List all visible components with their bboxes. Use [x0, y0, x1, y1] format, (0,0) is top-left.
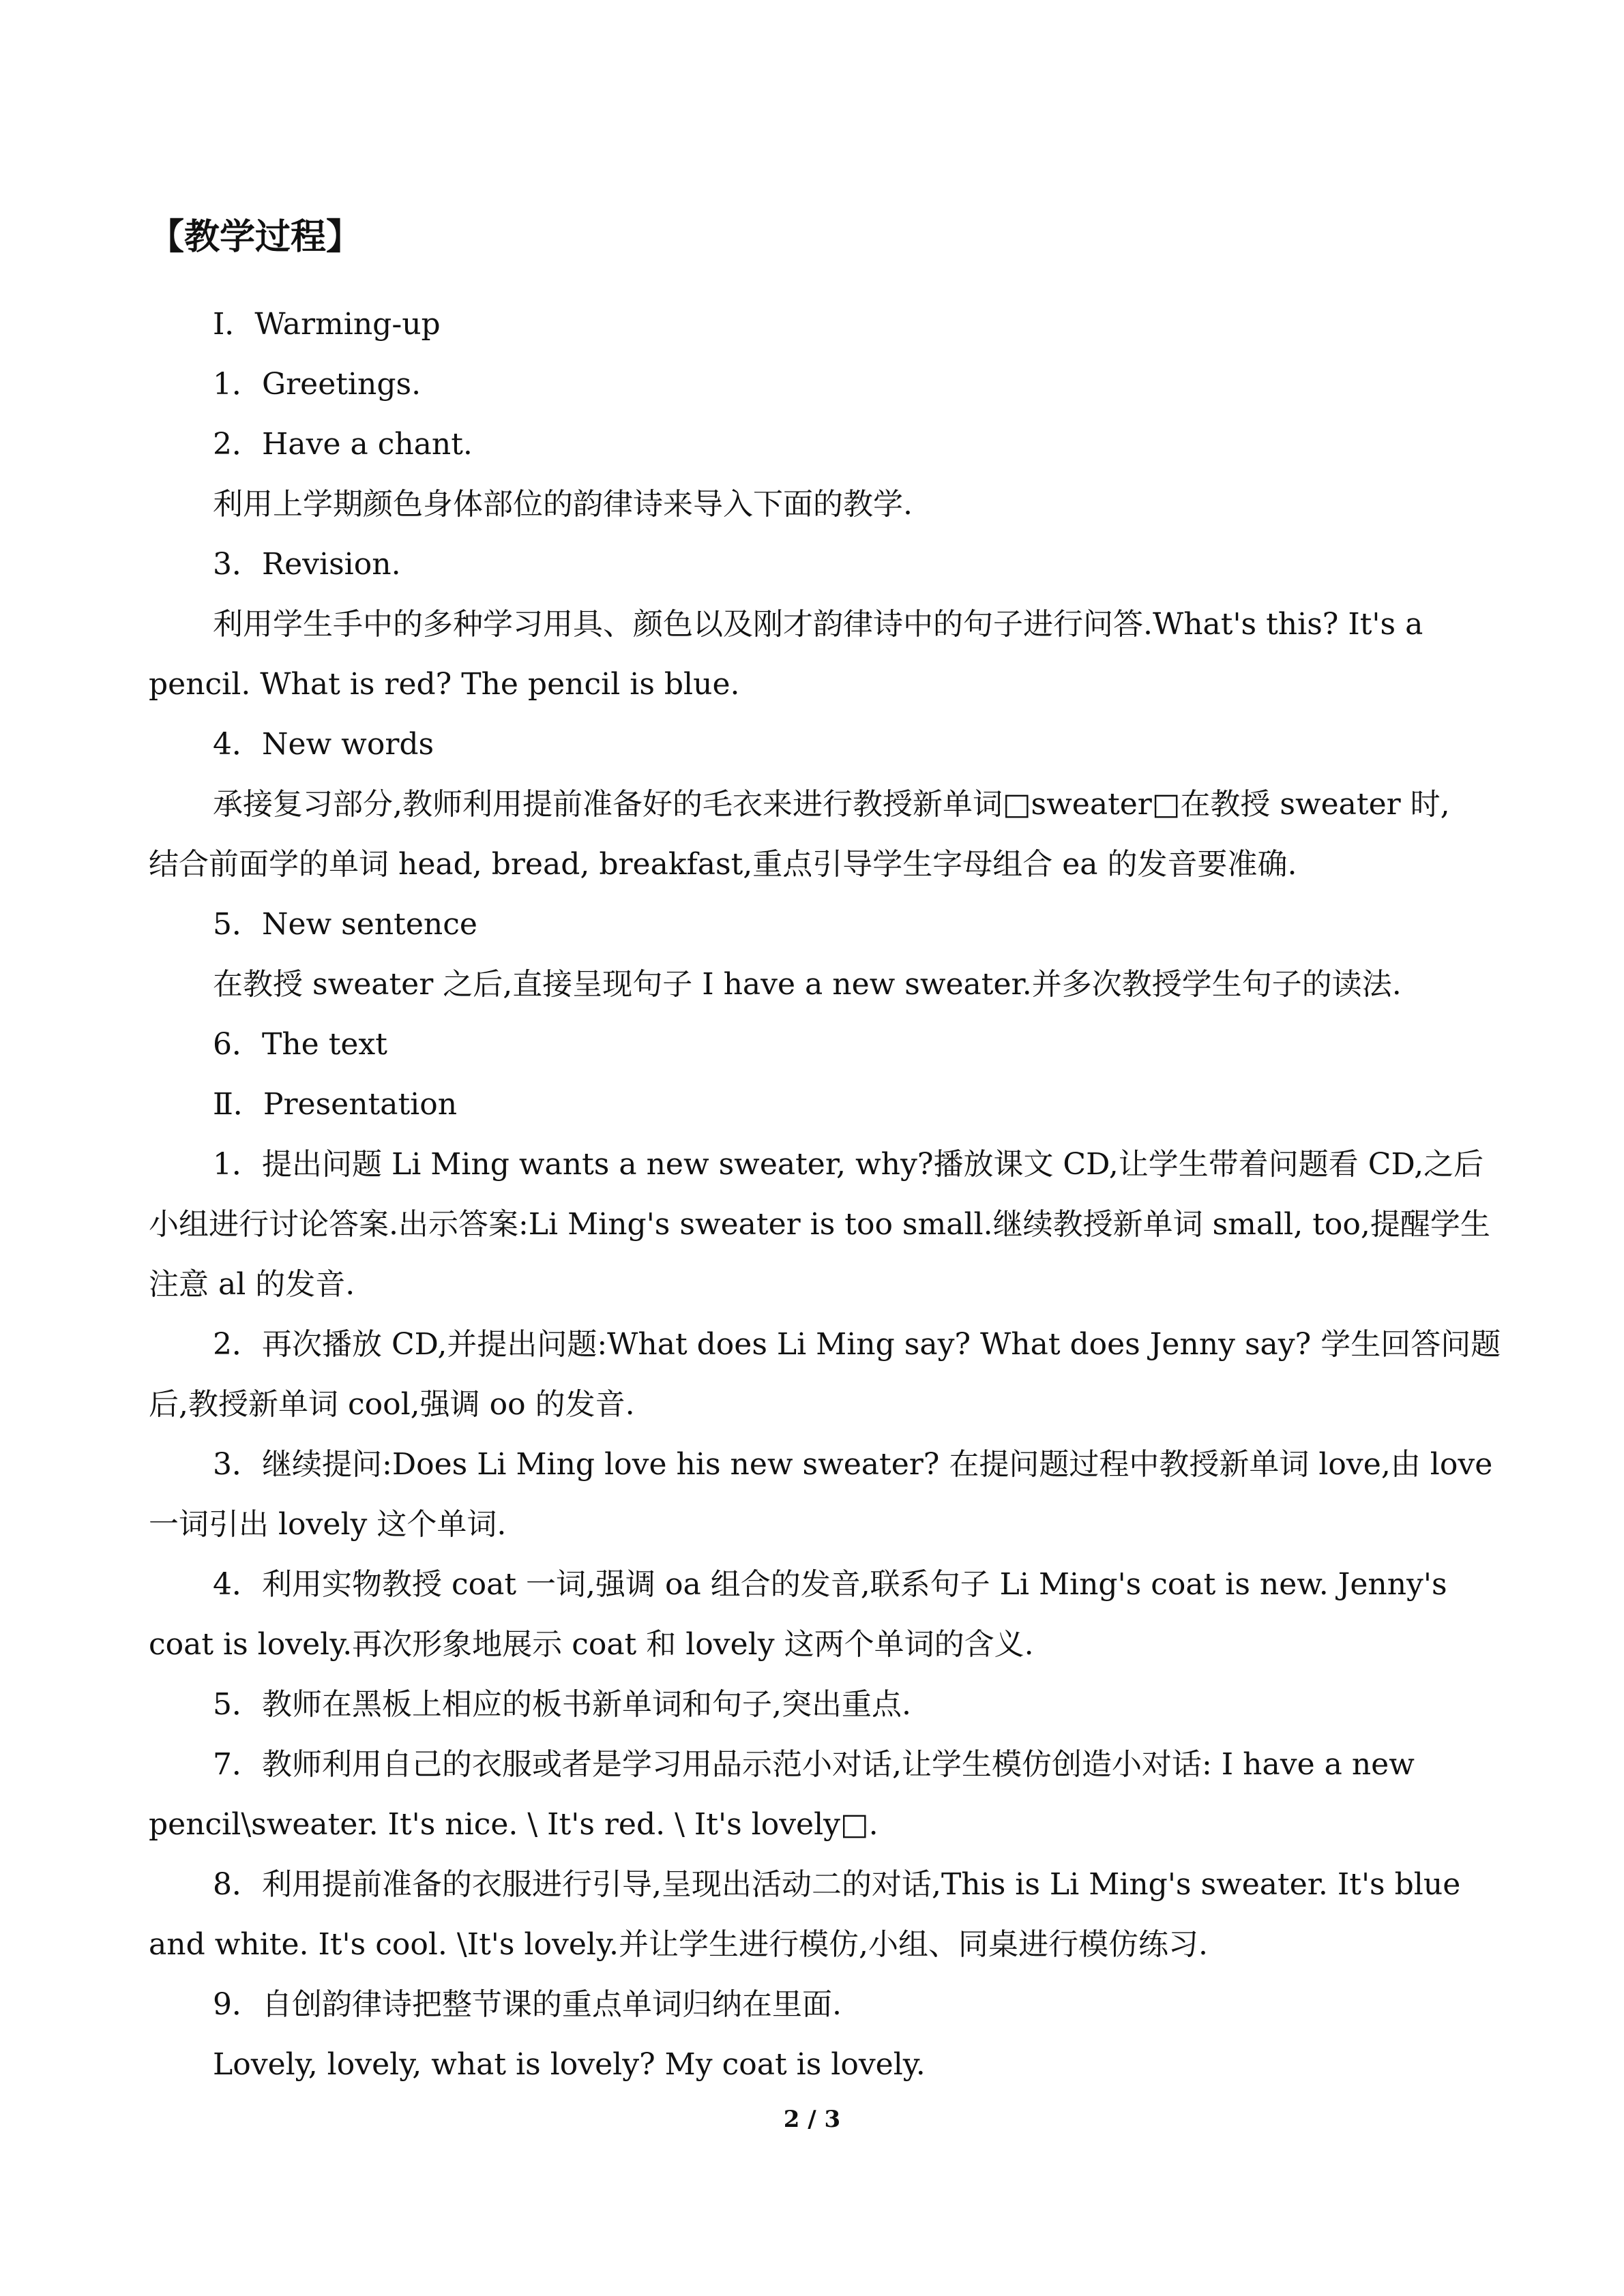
text-line: 2．再次播放 CD,并提出问题:What does Li Ming say? What does Jenny say? 学生回答问题: [213, 1327, 1501, 1362]
text-line: Ⅱ．Presentation: [213, 1087, 458, 1122]
text-line: 9．自创韵律诗把整节课的重点单词归纳在里面.: [213, 1987, 842, 2022]
text-line: Ⅰ．Warming-up: [213, 307, 441, 342]
text-line: Lovely, lovely, what is lovely? My coat is lovely.: [213, 2047, 926, 2082]
text-line: 5．教师在黑板上相应的板书新单词和句子,突出重点.: [213, 1687, 911, 1722]
text-line: 在教授 sweater 之后,直接呈现句子 I have a new sweater.并多次教授学生句子的读法.: [213, 967, 1402, 1002]
text-line: pencil\sweater. It's nice. \ It's red. \ It's lovely□.: [149, 1807, 879, 1842]
text-line: 结合前面学的单词 head, bread, breakfast,重点引导学生字母组合 ea 的发音要准确.: [149, 847, 1297, 882]
text-line: 3．Revision.: [213, 547, 401, 582]
text-line: 3．继续提问:Does Li Ming love his new sweater? 在提问题过程中教授新单词 love,由 love: [213, 1447, 1493, 1482]
text-line: 后,教授新单词 cool,强调 oo 的发音.: [149, 1387, 635, 1422]
text-line: and white. It's cool. \It's lovely.并让学生进行模仿,小组、同桌进行模仿练习.: [149, 1927, 1208, 1962]
text-line: 1．Greetings.: [213, 367, 422, 402]
text-line: 4．New words: [213, 727, 434, 762]
text-line: 4．利用实物教授 coat 一词,强调 oa 组合的发音,联系句子 Li Ming's coat is new. Jenny's: [213, 1567, 1447, 1602]
text-line: 1．提出问题 Li Ming wants a new sweater, why?播放课文 CD,让学生带着问题看 CD,之后: [213, 1147, 1484, 1182]
text-line: 承接复习部分,教师利用提前准备好的毛衣来进行教授新单词□sweater□在教授 sweater 时,: [213, 787, 1450, 822]
text-line: 注意 al 的发音.: [149, 1267, 355, 1302]
text-line: 2．Have a chant.: [213, 427, 473, 462]
text-line: 6．The text: [213, 1027, 387, 1062]
text-line: 利用上学期颜色身体部位的韵律诗来导入下面的教学.: [213, 487, 913, 522]
text-line: coat is lovely.再次形象地展示 coat 和 lovely 这两个单词的含义.: [149, 1627, 1034, 1662]
text-line: 小组进行讨论答案.出示答案:Li Ming's sweater is too small.继续教授新单词 small, too,提醒学生: [149, 1207, 1490, 1242]
text-line: 8．利用提前准备的衣服进行引导,呈现出活动二的对话,This is Li Ming's sweater. It's blue: [213, 1867, 1461, 1902]
text-line: 一词引出 lovely 这个单词.: [149, 1507, 507, 1542]
page-number: 2 / 3: [783, 2106, 841, 2133]
section-heading: 【教学过程】: [149, 217, 362, 258]
text-line: 5．New sentence: [213, 907, 477, 942]
text-line: 7．教师利用自己的衣服或者是学习用品示范小对话,让学生模仿创造小对话: I have a new: [213, 1747, 1415, 1782]
text-line: pencil. What is red? The pencil is blue.: [149, 667, 740, 702]
text-line: 利用学生手中的多种学习用具、颜色以及刚才韵律诗中的句子进行问答.What's this? It's a: [213, 607, 1423, 642]
